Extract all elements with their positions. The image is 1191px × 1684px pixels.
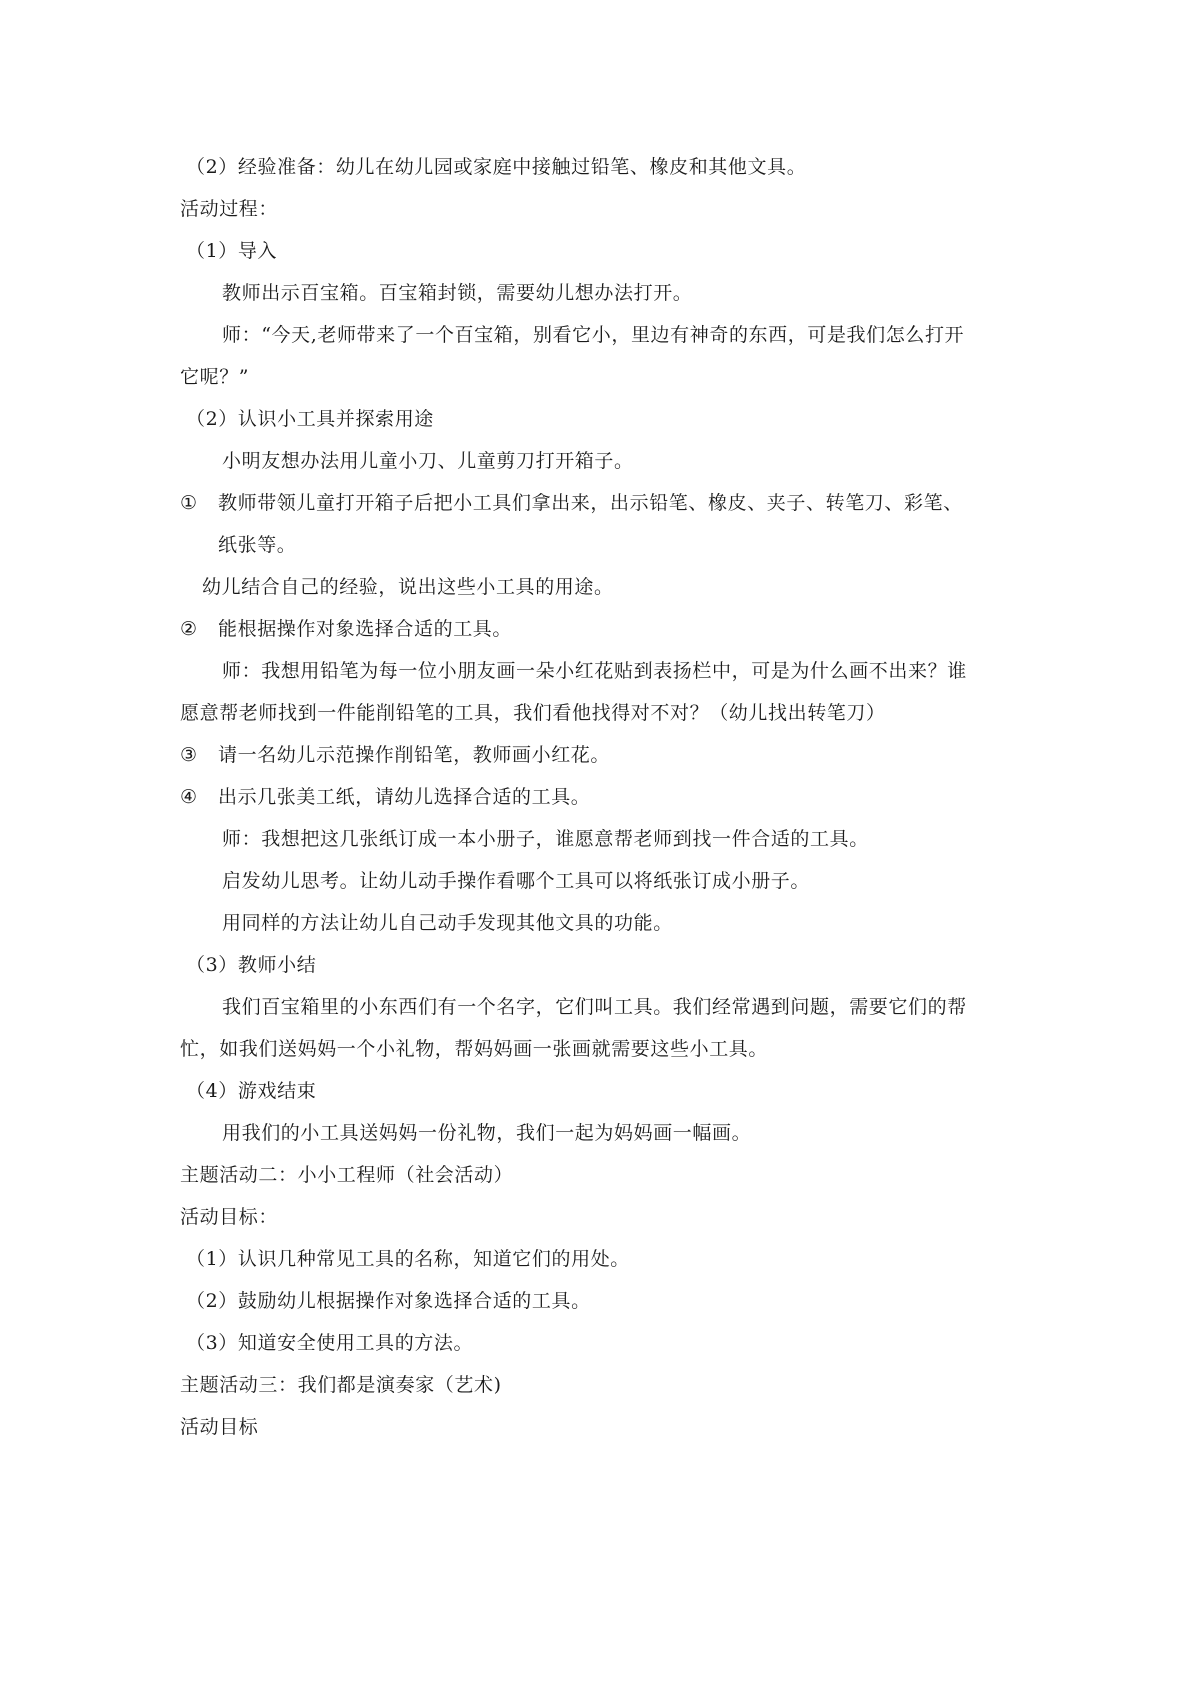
text-line: （4）游戏结束 [186, 1080, 317, 1102]
text-line: 教师出示百宝箱。百宝箱封锁，需要幼儿想办法打开。 [222, 282, 693, 304]
text-line: （3）知道安全使用工具的方法。 [186, 1332, 474, 1354]
text-line: 活动目标 [180, 1416, 259, 1438]
text-line: 它呢？” [180, 366, 250, 388]
section-heading: 主题活动二：小小工程师（社会活动） [180, 1164, 514, 1186]
text-line: 用我们的小工具送妈妈一份礼物，我们一起为妈妈画一幅画。 [222, 1122, 752, 1144]
text-line: 能根据操作对象选择合适的工具。 [218, 618, 513, 640]
text-line: 请一名幼儿示范操作削铅笔，教师画小红花。 [218, 744, 611, 766]
text-line: 忙，如我们送妈妈一个小礼物，帮妈妈画一张画就需要这些小工具。 [180, 1038, 769, 1060]
text-line: （2）经验准备：幼儿在幼儿园或家庭中接触过铅笔、橡皮和其他文具。 [186, 156, 807, 178]
list-marker: ③ [180, 744, 198, 766]
text-line: （2）认识小工具并探索用途 [186, 408, 434, 430]
text-line: 启发幼儿思考。让幼儿动手操作看哪个工具可以将纸张订成小册子。 [222, 870, 811, 892]
text-line: 小明友想办法用儿童小刀、儿童剪刀打开箱子。 [222, 450, 634, 472]
text-line: 教师带领儿童打开箱子后把小工具们拿出来，出示铅笔、橡皮、夹子、转笔刀、彩笔、 [218, 492, 963, 514]
text-line: （1）导入 [186, 240, 278, 262]
text-line: 愿意帮老师找到一件能削铅笔的工具，我们看他找得对不对？（幼儿找出转笔刀） [180, 702, 886, 724]
text-line: 我们百宝箱里的小东西们有一个名字，它们叫工具。我们经常遇到问题，需要它们的帮 [222, 996, 967, 1018]
text-line: （2）鼓励幼儿根据操作对象选择合适的工具。 [186, 1290, 591, 1312]
list-marker: ④ [180, 786, 198, 808]
text-line: 活动过程： [180, 198, 279, 220]
list-marker: ② [180, 618, 198, 640]
text-line: 活动目标： [180, 1206, 279, 1228]
text-line: 出示几张美工纸，请幼儿选择合适的工具。 [218, 786, 591, 808]
text-line: 幼儿结合自己的经验，说出这些小工具的用途。 [202, 576, 614, 598]
text-line: 师：我想用铅笔为每一位小朋友画一朵小红花贴到表扬栏中，可是为什么画不出来？谁 [222, 660, 967, 682]
text-line: 用同样的方法让幼儿自己动手发现其他文具的功能。 [222, 912, 673, 934]
text-line: 师：我想把这几张纸订成一本小册子，谁愿意帮老师到找一件合适的工具。 [222, 828, 869, 850]
text-line: （1）认识几种常见工具的名称，知道它们的用处。 [186, 1248, 630, 1270]
text-line: （3）教师小结 [186, 954, 317, 976]
text-line: 纸张等。 [218, 534, 297, 556]
section-heading: 主题活动三：我们都是演奏家（艺术) [180, 1374, 502, 1396]
text-line: 师：“今天,老师带来了一个百宝箱，别看它小，里边有神奇的东西，可是我们怎么打开 [222, 324, 965, 346]
list-marker: ① [180, 492, 198, 514]
